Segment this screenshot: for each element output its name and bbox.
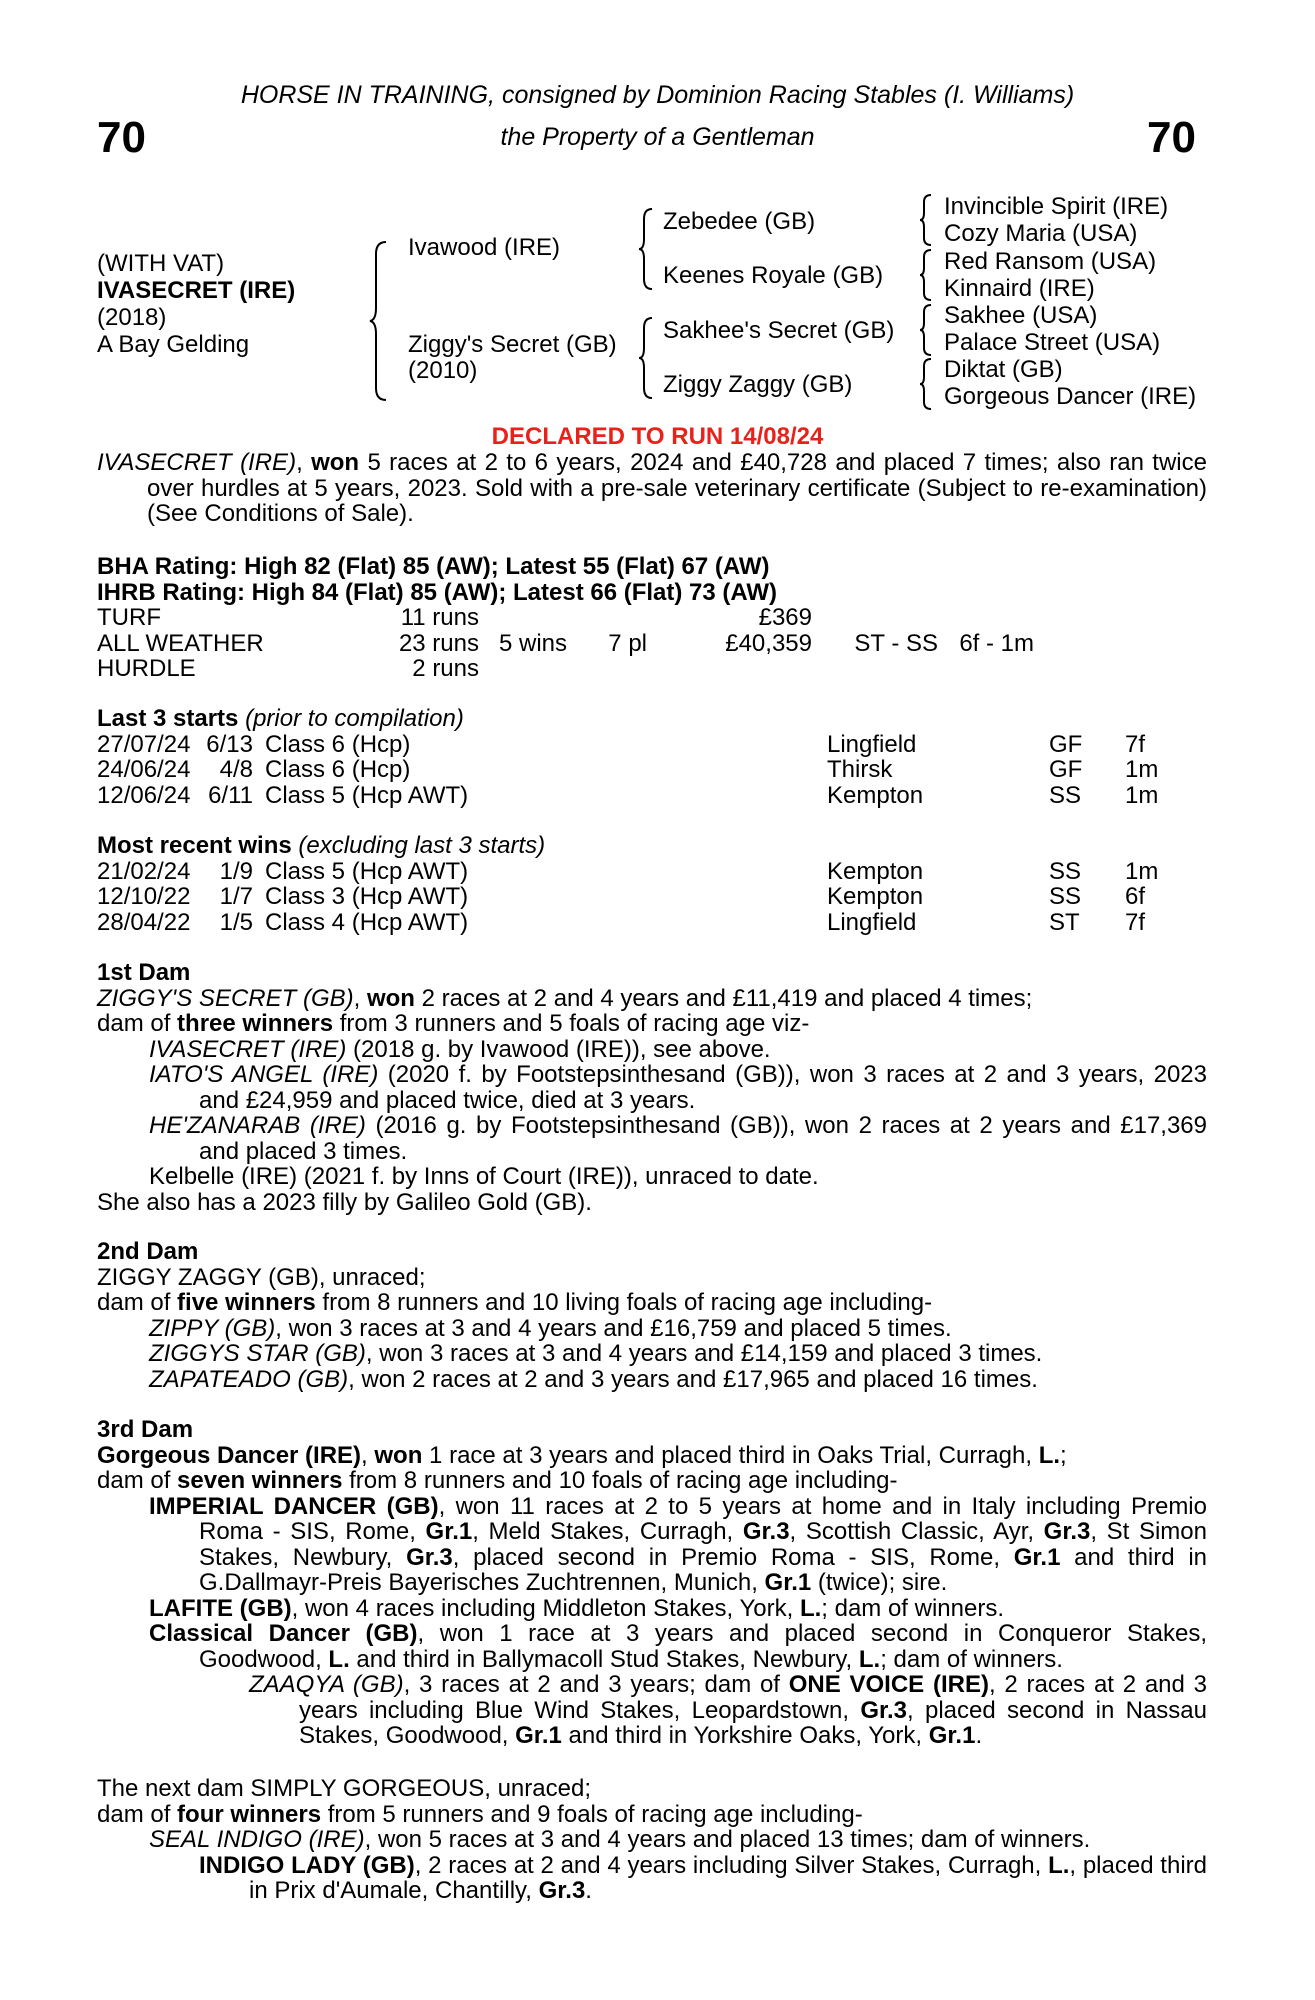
consignor-line: HORSE IN TRAINING, consigned by Dominion Racing Stables (I. Williams) xyxy=(240,81,1075,109)
ancestor-6: Palace Street (USA) xyxy=(944,329,1161,356)
third-dam-line: Gorgeous Dancer (IRE), won 1 race at 3 years and placed third in Oaks Trial, Curragh, L.; xyxy=(97,1441,1067,1469)
table-row: 12/10/22 1/7 Class 3 (Hcp AWT) Kempton SS 6f xyxy=(97,883,1146,910)
recent-wins-table xyxy=(97,859,1158,936)
pedigree-brace-g2 xyxy=(918,248,934,302)
dam-name: Ziggy's Secret (GB) xyxy=(408,331,617,358)
horse-year: (2018) xyxy=(97,304,167,331)
vat-label: (WITH VAT) xyxy=(97,250,225,277)
ancestor-4: Kinnaird (IRE) xyxy=(944,275,1095,302)
ancestor-5: Sakhee (USA) xyxy=(944,302,1098,329)
ihrb-rating: IHRB Rating: High 84 (Flat) 85 (AW); Latest 66 (Flat) 73 (AW) xyxy=(97,578,778,606)
list-item: ZIGGYS STAR (GB), won 3 races at 3 and 4 years and £14,159 and placed 3 times. xyxy=(149,1340,1043,1367)
list-item: IMPERIAL DANCER (GB), won 11 races at 2 to 5 years at home and in Italy including Premio Roma - SIS, Rome, Gr.1, Meld Stakes, Curragh, Gr.3, Scottish Classic, Ayr, Gr.3, St Simon Stakes, Newbury, Gr.3, placed second in Premio Roma - SIS, Rome, Gr.1 and third in G.Dallmayr-Preis Bayerisches Zuchtrennen, Munich, Gr.1 (twice); sire. xyxy=(149,1492,1207,1596)
table-row: 21/02/24 1/9 Class 5 (Hcp AWT) Kempton SS 1m xyxy=(97,857,1159,885)
dam-year: (2010) xyxy=(408,357,478,384)
table-row: TURF 11 runs £369 xyxy=(97,604,812,631)
list-item: ZIPPY (GB), won 3 races at 3 and 4 years and £16,759 and placed 5 times. xyxy=(149,1314,952,1342)
sire-name: Ivawood (IRE) xyxy=(408,234,561,261)
next-dam-produce-line: dam of four winners from 5 runners and 9 foals of racing age including- xyxy=(97,1800,863,1828)
list-item: SEAL INDIGO (IRE), won 5 races at 3 and 4 years and placed 13 times; dam of winners. xyxy=(149,1826,1091,1853)
list-item: ZAAQYA (GB), 3 races at 2 and 3 years; dam of ONE VOICE (IRE), 2 races at 2 and 3 years including Blue Wind Stakes, Leopardstown, Gr.3, placed second in Nassau Stakes, Goodwood, Gr.1 and third in Yorkshire Oaks, York, Gr.1. xyxy=(249,1671,1208,1749)
declared-to-run-banner: DECLARED TO RUN 14/08/24 xyxy=(491,423,824,450)
ancestor-7: Diktat (GB) xyxy=(944,356,1063,383)
ancestor-3: Red Ransom (USA) xyxy=(944,248,1157,275)
table-row: 27/07/24 6/13 Class 6 (Hcp) Lingfield GF 7f xyxy=(97,730,1146,758)
second-dam-produce-line: dam of five winners from 8 runners and 10 living foals of racing age including- xyxy=(97,1289,933,1316)
property-line: the Property of a Gentleman xyxy=(500,123,815,151)
dam-sire-name: Sakhee's Secret (GB) xyxy=(663,317,895,344)
lot-number-left: 70 xyxy=(97,113,146,162)
ancestor-1: Invincible Spirit (IRE) xyxy=(944,193,1169,220)
pedigree-brace-sire xyxy=(637,207,655,291)
recent-wins-heading: Most recent wins (excluding last 3 starts) xyxy=(97,832,546,859)
third-dam-section xyxy=(97,1417,1207,1749)
next-dam-section xyxy=(97,1776,1207,1904)
last-starts-table xyxy=(97,732,1158,809)
list-item: IATO'S ANGEL (IRE) (2020 f. by Footstepsinthesand (GB)), won 3 races at 2 and 3 years, 2023 and £24,959 and placed twice, died at 3 years. xyxy=(149,1061,1207,1114)
summary-paragraph: IVASECRET (IRE), won 5 races at 2 to 6 years, 2024 and £40,728 and placed 7 times; also ran twice over hurdles at 5 years, 2023. Sold with a pre-sale veterinary certificate (Subject to re-examination) (See Conditions of Sale). xyxy=(97,449,1207,527)
pedigree-brace-main xyxy=(368,240,390,402)
list-item: HE'ZANARAB (IRE) (2016 g. by Footstepsinthesand (GB)), won 2 races at 2 years and £17,369 and placed 3 times. xyxy=(149,1112,1208,1165)
ancestor-8: Gorgeous Dancer (IRE) xyxy=(944,383,1197,410)
list-item: INDIGO LADY (GB), 2 races at 2 and 4 years including Silver Stakes, Curragh, L., placed third in Prix d'Aumale, Chantilly, Gr.3. xyxy=(199,1851,1207,1904)
first-dam-section xyxy=(97,960,1207,1215)
table-row: 28/04/22 1/5 Class 4 (Hcp AWT) Lingfield ST 7f xyxy=(97,908,1146,936)
second-dam-heading: 2nd Dam xyxy=(97,1238,199,1265)
sire-sire-name: Zebedee (GB) xyxy=(663,208,816,235)
list-item: Classical Dancer (GB), won 1 race at 3 years and placed second in Conqueror Stakes, Goodwood, L. and third in Ballymacoll Stud Stakes, Newbury, L.; dam of winners. xyxy=(149,1620,1207,1673)
last-starts-section xyxy=(97,706,1207,808)
horse-identity xyxy=(97,250,295,358)
summary-horse-name: IVASECRET (IRE) xyxy=(97,449,297,476)
horse-description: A Bay Gelding xyxy=(97,331,250,358)
summary-section xyxy=(97,450,1207,527)
pedigree-brace-g4 xyxy=(918,357,934,411)
pedigree-brace-dam xyxy=(637,316,655,400)
third-dam-produce-line: dam of seven winners from 8 runners and 10 foals of racing age including- xyxy=(97,1467,898,1494)
next-dam-line: The next dam SIMPLY GORGEOUS, unraced; xyxy=(97,1775,591,1802)
table-row: 12/06/24 6/11 Class 5 (Hcp AWT) Kempton SS 1m xyxy=(97,781,1159,809)
first-dam-produce-line: dam of three winners from 3 runners and 5 foals of racing age viz- xyxy=(97,1010,810,1037)
last-starts-heading: Last 3 starts (prior to compilation) xyxy=(97,705,464,732)
recent-wins-section xyxy=(97,833,1207,935)
list-item: ZAPATEADO (GB), won 2 races at 2 and 3 years and £17,965 and placed 16 times. xyxy=(149,1365,1038,1393)
first-dam-heading: 1st Dam xyxy=(97,959,191,986)
pedigree-brace-g3 xyxy=(918,303,934,357)
dam-dam-name: Ziggy Zaggy (GB) xyxy=(663,371,853,398)
lot-number-right: 70 xyxy=(1147,113,1196,162)
third-dam-heading: 3rd Dam xyxy=(97,1416,194,1443)
first-dam-line: ZIGGY'S SECRET (GB), won 2 races at 2 and 4 years and £11,419 and placed 4 times; xyxy=(97,984,1033,1012)
second-dam-section xyxy=(97,1239,1207,1392)
sire-dam-name: Keenes Royale (GB) xyxy=(663,262,884,289)
table-row: 24/06/24 4/8 Class 6 (Hcp) Thirsk GF 1m xyxy=(97,756,1159,783)
ratings-section xyxy=(97,554,1207,682)
table-row: HURDLE 2 runs xyxy=(97,655,479,682)
race-record-table xyxy=(97,605,1034,682)
second-dam-line: ZIGGY ZAGGY (GB), unraced; xyxy=(97,1263,426,1291)
first-dam-also: She also has a 2023 filly by Galileo Gold (GB). xyxy=(97,1188,592,1216)
list-item: Kelbelle (IRE) (2021 f. by Inns of Court (IRE)), unraced to date. xyxy=(149,1163,819,1190)
ancestor-2: Cozy Maria (USA) xyxy=(944,220,1138,247)
list-item: IVASECRET (IRE) (2018 g. by Ivawood (IRE)), see above. xyxy=(149,1035,771,1063)
pedigree-brace-g1 xyxy=(918,193,934,247)
horse-name: IVASECRET (IRE) xyxy=(97,277,296,304)
table-row: ALL WEATHER 23 runs 5 wins 7 pl £40,359 ST - SS 6f - 1m xyxy=(97,629,1034,657)
list-item: LAFITE (GB), won 4 races including Middleton Stakes, York, L.; dam of winners. xyxy=(149,1594,1005,1622)
bha-rating: BHA Rating: High 82 (Flat) 85 (AW); Latest 55 (Flat) 67 (AW) xyxy=(97,553,770,580)
